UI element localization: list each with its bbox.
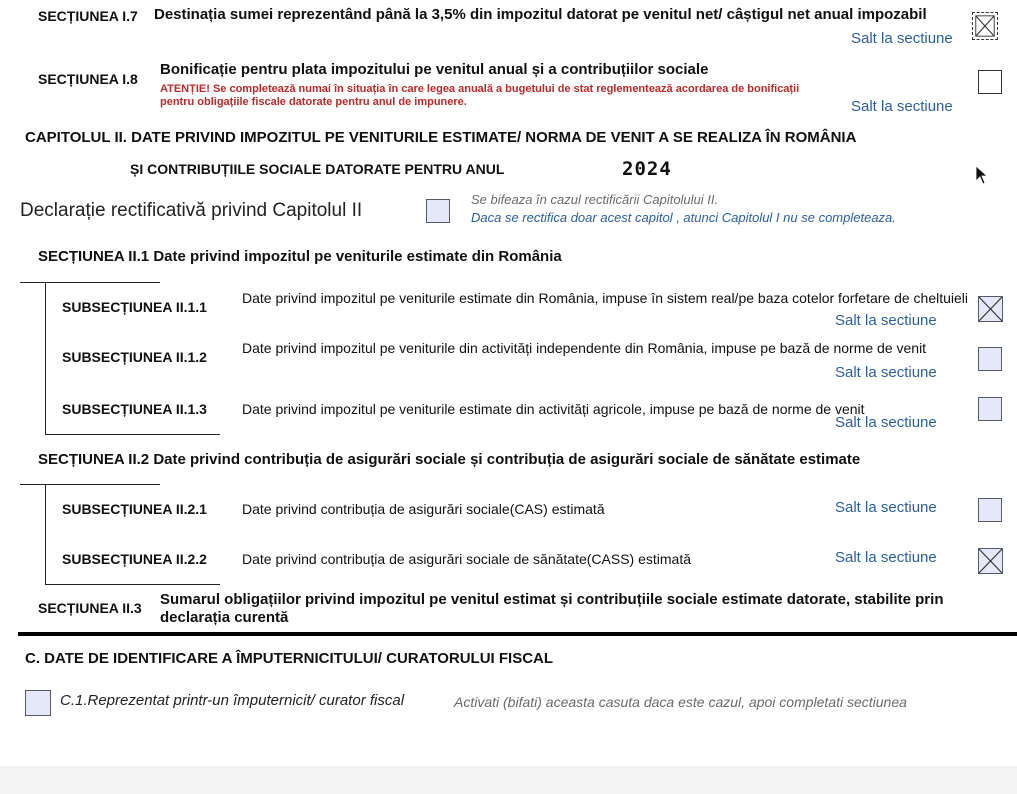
divider — [20, 484, 160, 485]
section-i8-jump-link[interactable]: Salt la sectiune — [851, 98, 953, 115]
rectificativa-label: Declarație rectificativă privind Capitolul II — [20, 200, 363, 221]
rectificativa-hint-1: Se bifeaza în cazul rectificării Capitolului II. — [471, 192, 719, 207]
section-i8-checkbox[interactable] — [978, 70, 1002, 94]
subsection-ii12-checkbox[interactable] — [978, 347, 1002, 371]
subsection-ii12-jump-link[interactable]: Salt la sectiune — [835, 364, 937, 381]
subsection-ii13-jump-link[interactable]: Salt la sectiune — [835, 414, 937, 431]
subsection-ii21-code: SUBSECȚIUNEA II.2.1 — [62, 501, 207, 517]
subsection-ii13-checkbox[interactable] — [978, 397, 1002, 421]
subsection-ii11-code: SUBSECȚIUNEA II.1.1 — [62, 299, 207, 315]
section-ii1-code: SECȚIUNEA II.1 — [38, 248, 150, 265]
subsection-ii21-checkbox[interactable] — [978, 498, 1002, 522]
subsection-ii13-code: SUBSECȚIUNEA II.1.3 — [62, 401, 207, 417]
section-i7-title: Destinația sumei reprezentând până la 3,5% din impozitul datorat pe venitul net/ câștigul net anual impozabil — [154, 6, 927, 23]
check-x-icon — [979, 297, 1002, 321]
section-divider-thick — [18, 632, 1017, 636]
subsection-ii22-checkbox[interactable] — [978, 548, 1003, 574]
subsection-ii21-text: Date privind contribuția de asigurări sociale(CAS) estimată — [242, 501, 605, 517]
subsection-ii11-text: Date privind impozitul pe veniturile estimate din România, impuse în sistem real/pe baza cotelor forfetare de cheltuieli — [242, 290, 969, 306]
section-ii2-header — [38, 451, 860, 468]
section-ii2-title: Date privind contribuția de asigurări sociale și contribuția de asigurări sociale de sănătate estimate — [153, 451, 861, 468]
section-i8-title: Bonificație pentru plata impozitului pe venitul anual și a contribuțiilor sociale — [160, 61, 709, 78]
section-c-title: C. DATE DE IDENTIFICARE A ÎMPUTERNICITULUI/ CURATORULUI FISCAL — [25, 650, 554, 667]
section-ii3-code: SECȚIUNEA II.3 — [38, 600, 142, 616]
section-c-checkbox[interactable] — [25, 690, 51, 716]
divider — [45, 584, 220, 585]
mouse-cursor-icon — [975, 165, 989, 190]
subsection-ii11-jump-link[interactable]: Salt la sectiune — [835, 312, 937, 329]
section-ii1-title: Date privind impozitul pe veniturile estimate din România — [153, 248, 562, 265]
subsection-ii21-jump-link[interactable]: Salt la sectiune — [835, 499, 937, 516]
section-ii3-title: Sumarul obligațiilor privind impozitul pe venitul estimat și contribuțiile sociale estimate datorate, stabilite prin declarația curentă — [160, 591, 944, 626]
divider — [20, 282, 160, 283]
check-x-icon — [973, 13, 997, 39]
fiscal-year: 2024 — [622, 158, 672, 180]
rectificativa-hint-2: Daca se rectifica doar acest capitol , atunci Capitolul I nu se completeaza. — [471, 210, 896, 225]
section-i7-jump-link[interactable]: Salt la sectiune — [851, 30, 953, 47]
subsection-ii13-text: Date privind impozitul pe veniturile estimate din activități agricole, impuse pe bază de norme de venit — [242, 401, 865, 417]
chapter-2-title-line2: ȘI CONTRIBUȚIILE SOCIALE DATORATE PENTRU ANUL — [130, 161, 505, 177]
bracket-line — [45, 282, 46, 435]
divider — [45, 434, 220, 435]
section-i8-warning: ATENȚIE! Se completează numai în situația în care legea anuală a bugetului de stat reglementează acordarea de bonificații pentru obligațiile fiscale datorate pentru anul de impunere. — [160, 83, 800, 108]
subsection-ii12-code: SUBSECȚIUNEA II.1.2 — [62, 349, 207, 365]
bottom-strip — [0, 766, 1017, 794]
section-i7-checkbox[interactable] — [972, 12, 998, 40]
section-i8-code: SECȚIUNEA I.8 — [38, 71, 138, 87]
bracket-line — [45, 484, 46, 585]
section-i7-code: SECȚIUNEA I.7 — [38, 8, 138, 24]
section-ii2-code: SECȚIUNEA II.2 — [38, 451, 150, 468]
subsection-ii22-code: SUBSECȚIUNEA II.2.2 — [62, 551, 207, 567]
chapter-2-title-line1: CAPITOLUL II. DATE PRIVIND IMPOZITUL PE VENITURILE ESTIMATE/ NORMA DE VENIT A SE REALIZA ÎN ROMÂNIA — [25, 129, 857, 146]
subsection-ii11-checkbox[interactable] — [978, 296, 1003, 322]
section-ii1-header — [38, 248, 562, 265]
section-c-checkbox-label: C.1.Reprezentat printr-un împuternicit/ curator fiscal — [60, 692, 405, 709]
check-x-icon — [979, 549, 1002, 573]
rectificativa-checkbox[interactable] — [426, 199, 450, 223]
section-c-hint: Activati (bifati) aceasta casuta daca este cazul, apoi completati sectiunea — [454, 694, 907, 710]
subsection-ii12-text: Date privind impozitul pe veniturile din activități independente din România, impuse pe bază de norme de venit — [242, 340, 927, 356]
subsection-ii22-text: Date privind contribuția de asigurări sociale de sănătate(CASS) estimată — [242, 551, 692, 567]
subsection-ii22-jump-link[interactable]: Salt la sectiune — [835, 549, 937, 566]
